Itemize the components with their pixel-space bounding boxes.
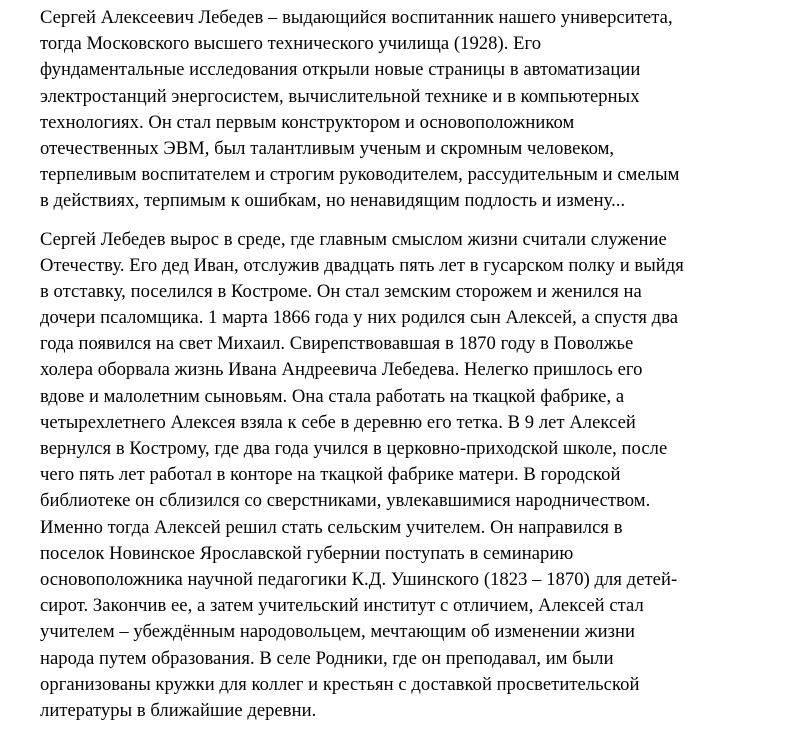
text-line: Сергей Лебедев вырос в среде, где главным смыслом жизни считали служение	[40, 228, 667, 250]
text-line: года появился на свет Михаил. Свирепствовавшая в 1870 году в Поволжье	[40, 333, 634, 355]
text-line: Сергей Алексеевич Лебедев – выдающийся воспитанник нашего университета,	[40, 7, 673, 28]
text-line: тогда Московского высшего технического училища (1928). Его	[40, 33, 542, 55]
text-line: литературы в ближайшие деревни.	[40, 699, 317, 721]
text-line: основоположника научной педагогики К.Д. Ушинского (1823 – 1870) для детей-	[40, 568, 678, 590]
text-line: библиотеке он сблизился со сверстниками, увлекавшимися народничеством.	[40, 490, 651, 512]
text-line: вдове и малолетним сыновьям. Она стала работать на ткацкой фабрике, а	[40, 385, 625, 407]
text-line: электростанций энергосистем, вычислительной технике и в компьютерных	[40, 85, 640, 107]
text-line: холера оборвала жизнь Ивана Андреевича Лебедева. Нелегко пришлось его	[40, 359, 643, 381]
paragraph-biography	[40, 227, 792, 725]
text-line: Именно тогда Алексей решил стать сельским учителем. Он направился в	[40, 516, 623, 538]
text-line: дочери псаломщика. 1 марта 1866 года у них родился сын Алексей, а спустя два	[40, 307, 679, 329]
text-line: в отставку, поселился в Костроме. Он стал земским сторожем и женился на	[40, 280, 642, 302]
text-line: технологиях. Он стал первым конструктором и основоположником	[40, 111, 575, 133]
text-line: четырехлетнего Алексея взяла к себе в деревню его тетка. В 9 лет Алексей	[40, 411, 636, 433]
text-line: Отечеству. Его дед Иван, отслужив двадцать пять лет в гусарском полку и выйдя	[40, 254, 684, 276]
document-page	[40, 5, 792, 724]
text-line: отечественных ЭВМ, был талантливым ученым и скромным человеком,	[40, 137, 615, 159]
text-line: учителем – убеждённым народовольцем, мечтающим об изменении жизни	[40, 621, 636, 643]
text-line: поселок Новинское Ярославской губернии поступать в семинарию	[40, 542, 574, 564]
text-line: в действиях, терпимым к ошибкам, но ненавидящим подлость и измену...	[40, 190, 626, 212]
paragraph-intro	[40, 5, 792, 215]
text-line: организованы кружки для коллег и крестьян с доставкой просветительской	[40, 673, 640, 695]
text-line: фундаментальные исследования открыли новые страницы в автоматизации	[40, 59, 641, 81]
text-line: народа путем образования. В селе Родники, где он преподавал, им были	[40, 647, 614, 669]
text-line: терпеливым воспитателем и строгим руководителем, рассудительным и смелым	[40, 164, 680, 186]
text-line: чего пять лет работал в конторе на ткацкой фабрике матери. В городской	[40, 464, 621, 486]
text-line: сирот. Закончив ее, а затем учительский институт с отличием, Алексей стал	[40, 595, 644, 617]
text-line: вернулся в Кострому, где два года учился в церковно-приходской школе, после	[40, 438, 668, 459]
